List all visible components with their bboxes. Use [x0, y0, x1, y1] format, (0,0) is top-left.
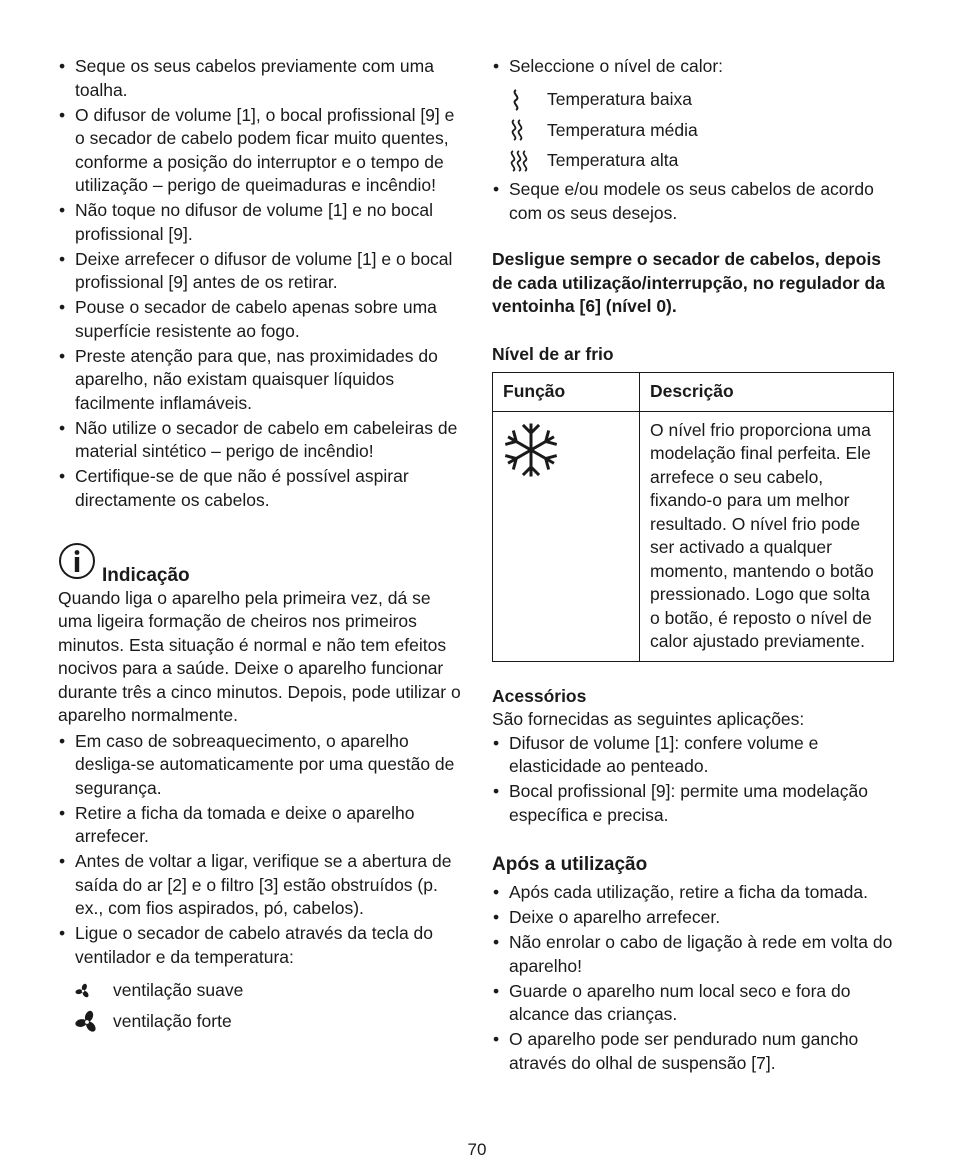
fan-level-row	[75, 975, 463, 1006]
list-item: • Guarde o aparelho num local seco e fora do alcance das crianças.	[492, 980, 897, 1027]
note-text: Quando liga o aparelho pela primeira vez, dá se uma ligeira formação de cheiros nos primeiros minutos. Esta situação é normal e não tem efeitos nocivos para a saúde. Deixe o aparelho funcionar durante três a cinco minutos. Depois, pode utilizar o aparelho normalmente.	[58, 587, 461, 725]
info-icon	[58, 542, 96, 587]
heat-level-row	[509, 85, 897, 116]
list-item: • Em caso de sobreaquecimento, o aparelho desliga-se automaticamente por uma questão de segurança.	[58, 730, 463, 801]
list-item: • Antes de voltar a ligar, verifique se a abertura de saída do ar [2] e o filtro [3] estão obstruídos (p. ex., com fios aspirados, pó, cabelos).	[58, 850, 463, 921]
table-row	[493, 411, 894, 661]
note-title: Indicação	[102, 564, 190, 586]
snowflake-icon	[503, 422, 629, 485]
heat-level-label: Temperatura média	[547, 119, 698, 140]
heat-intro-list	[492, 55, 897, 79]
heat-level-label: Temperatura baixa	[547, 89, 692, 109]
cold-air-table	[492, 372, 894, 662]
after-use-list	[492, 881, 897, 1075]
after-use-title: Após a utilização	[492, 854, 648, 875]
fan-level-label: ventilação forte	[113, 1010, 232, 1031]
list-item: • O difusor de volume [1], o bocal profissional [9] e o secador de cabelo podem ficar muito quentes, conforme a posição do interruptor e o tempo de utilização – perigo de queimaduras e incêndio!	[58, 104, 463, 198]
switch-off-warning: Desligue sempre o secador de cabelos, depois de cada utilização/interrupção, no regulador da ventoinha [6] (nível 0).	[492, 249, 885, 316]
accessories-intro: São fornecidas as seguintes aplicações:	[492, 709, 805, 729]
list-item: • Após cada utilização, retire a ficha da tomada.	[492, 881, 897, 905]
list-item: • Certifique-se de que não é possível aspirar directamente os cabelos.	[58, 465, 463, 512]
list-item: • Ligue o secador de cabelo através da tecla do ventilador e da temperatura:	[58, 922, 463, 969]
fan-small-icon	[75, 983, 113, 999]
fan-level-label: ventilação suave	[113, 979, 244, 1000]
heat-level-row	[509, 146, 897, 177]
heat-low-icon	[509, 88, 547, 112]
heat-level-list	[509, 85, 897, 177]
list-item: • Difusor de volume [1]: confere volume e elasticidade ao penteado.	[492, 732, 897, 779]
heat-medium-icon	[509, 118, 547, 142]
column-header-description: Descrição	[640, 373, 894, 412]
list-item: • Preste atenção para que, nas proximidades do aparelho, não existam quaisquer líquidos facilmente inflamáveis.	[58, 345, 463, 416]
table-header-row	[493, 373, 894, 412]
fan-large-icon	[75, 1010, 113, 1034]
list-item: • Não enrolar o cabo de ligação à rede em volta do aparelho!	[492, 931, 897, 978]
right-column	[492, 55, 897, 1077]
list-item: • Seleccione o nível de calor:	[492, 55, 897, 79]
list-item: • Seque os seus cabelos previamente com uma toalha.	[58, 55, 463, 102]
cold-air-title: Nível de ar frio	[492, 343, 614, 364]
fan-level-list	[75, 975, 463, 1037]
list-item: • Não utilize o secador de cabelo em cabeleiras de material sintético – perigo de incêndio!	[58, 417, 463, 464]
description-cell: O nível frio proporciona uma modelação final perfeita. Ele arrefece o seu cabelo, fixando-o para um melhor resultado. O nível frio pode ser activado a qualquer momento, mantendo o botão pressionado. Logo que solta o botão, é reposto o nível de calor ajustado previamente.	[640, 411, 894, 661]
heat-level-label: Temperatura alta	[547, 150, 679, 170]
accessories-title: Acessórios	[492, 685, 587, 706]
list-item: • Pouse o secador de cabelo apenas sobre uma superfície resistente ao fogo.	[58, 296, 463, 343]
heat-high-icon	[509, 149, 547, 173]
list-item: • Seque e/ou modele os seus cabelos de acordo com os seus desejos.	[492, 178, 897, 225]
page-number: 70	[467, 1140, 487, 1159]
fan-level-row	[75, 1006, 463, 1037]
column-header-function: Função	[493, 373, 640, 412]
safety-bullet-list	[58, 55, 463, 512]
style-bullet-list	[492, 178, 897, 225]
list-item: • Deixe arrefecer o difusor de volume [1] e o bocal profissional [9] antes de os retirar.	[58, 248, 463, 295]
heat-level-row	[509, 115, 897, 146]
note-heading	[58, 542, 463, 587]
list-item: • Deixe o aparelho arrefecer.	[492, 906, 897, 930]
accessories-list	[492, 732, 897, 828]
list-item: • O aparelho pode ser pendurado num gancho através do olhal de suspensão [7].	[492, 1028, 897, 1075]
function-cell	[493, 411, 640, 661]
left-column	[58, 55, 463, 1037]
list-item: • Não toque no difusor de volume [1] e no bocal profissional [9].	[58, 199, 463, 246]
list-item: • Bocal profissional [9]: permite uma modelação específica e precisa.	[492, 780, 897, 827]
operation-bullet-list	[58, 730, 463, 970]
list-item: • Retire a ficha da tomada e deixe o aparelho arrefecer.	[58, 802, 463, 849]
